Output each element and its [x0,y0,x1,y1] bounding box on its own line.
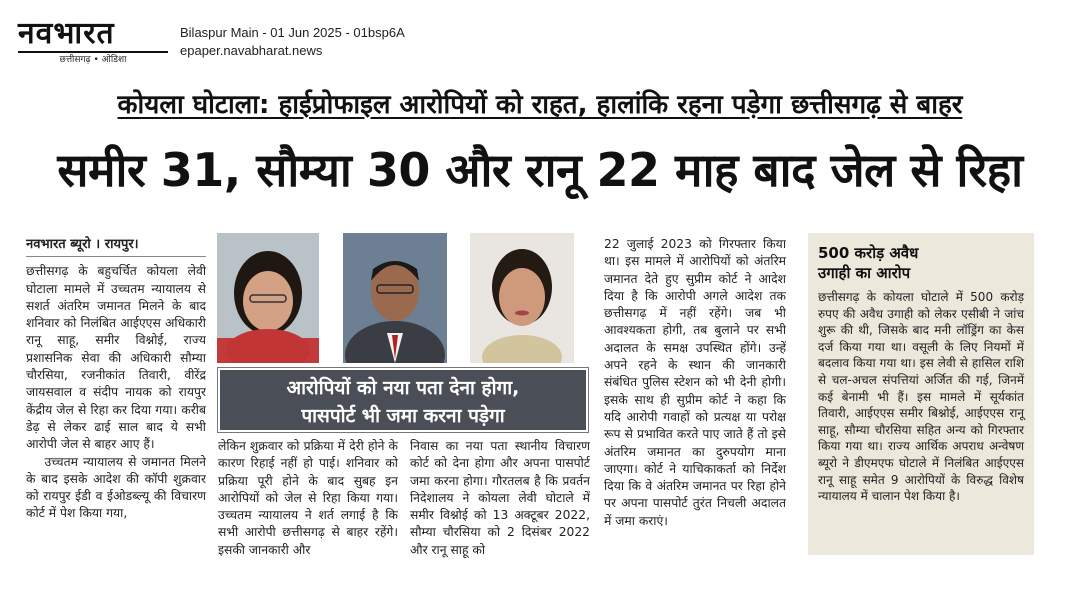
logo-rule [18,51,168,53]
sidebar-box [808,233,1034,555]
sidebar-body: छत्तीसगढ़ के कोयला घोटाले में 500 करोड़ रुपए की अवैध उगाही को लेकर एसीबी ने जांच शुरू की थी, जिसके बाद मनी लॉड्रिंग का केस दर्ज किया गया था। वसूली के लिए नियमों में बदलाव किया गया था। इस लेवी से हासिल राशि से चल-अचल संपत्तियां अर्जित की गई, जिनमें कई बेनामी भी हैं। इस मामले में सूर्यकांत तिवारी, आईएएस समीर बिश्नोई, आईएएस रानू साहू, सौम्या चौरसिया सहित अन्य को गिरफ्तार किया गया था। राज्य आर्थिक अपराध अन्वेषण ब्यूरो ने डीएमएफ घोटाले में निलंबित आईएएस रानू साहू समेत 9 आरोपियों के विरुद्ध विशेष न्यायालय में चालान पेश किया है। [818,290,1024,504]
article-column-1 [26,236,206,576]
callout-line-1: आरोपियों को नया पता देना होगा, [286,377,520,399]
edition-date: Bilaspur Main - 01 Jun 2025 - 01bsp6A [180,25,405,40]
article-column-4 [604,236,786,572]
byline: नवभारत ब्यूरो । रायपुर। [26,236,206,257]
edition-info [180,24,405,60]
callout-box [218,368,588,432]
callout-line-2: पासपोर्ट भी जमा करना पड़ेगा [301,405,505,427]
newspaper-logo [18,18,168,70]
paragraph: 22 जुलाई 2023 को गिरफ्तार किया था। इस मामले में आरोपियों को अंतरिम जमानत देते हुए सुप्रीम कोर्ट ने आदेश दिया है कि आरोपी अगले आदेश तक छत्तीसगढ़ में नहीं रहेंगे। जब भी आवश्यकता होगी, तब बुलाने पर सभी अदालत के समक्ष उपस्थित होंगे। उन्हें अपने रहने के स्थान की जानकारी संबंधित पुलिस स्टेशन को भी देनी होगी। इसके साथ ही सुप्रीम कोर्ट ने कहा कि यदि आरोपी गवाहों को प्रत्यक्ष या परोक्ष रूप से प्रभावित करते पाए जाते हैं तो इसे अंतरिम जमानत का दुरुपयोग माना जाएगा। कोर्ट ने याचिकाकर्ता को निर्देश दिया कि वे अंतरिम जमानत पर रिहा होने पर अपना पासपोर्ट तुरंत निचली अदालत में जमा कराएं। [604,237,786,528]
paragraph: निवास का नया पता स्थानीय विचारण कोर्ट को देना होगा और अपना पासपोर्ट जमा करना होगा। गौरतलब है कि प्रवर्तन निदेशालय ने कोयला लेवी घोटाले में समीर विश्नोई को 13 अक्टूबर 2022, सौम्या चौरसिया को 2 दिसंबर 2022 और रानू साहू को [410,439,590,557]
photo-accused-3 [470,233,574,363]
article-column-3 [410,438,590,572]
photo-accused-1 [217,233,319,363]
paragraph: लेकिन शुक्रवार को प्रक्रिया में देरी होने के कारण रिहाई नहीं हो पाई। शनिवार को प्रक्रिया पूरी होने के बाद सुबह इन आरोपियों को जेल से रिहा किया गया। उच्चतम न्यायालय ने शर्त लगाई है कि सभी आरोपी छत्तीसगढ़ से बाहर रहेंगे। इसकी जानकारी और [218,439,398,557]
paragraph: छत्तीसगढ़ के बहुचर्चित कोयला लेवी घोटाला मामले में उच्चतम न्यायालय से सशर्त अंतरिम जमानत मिलने के बाद शनिवार को निलंबित आईएएस अधिकारी रानू साहू, समीर विश्नोई, राज्य प्रशासनिक सेवा की अधिकारी सौम्या चौरसिया, रजनीकांत तिवारी, वीरेंद्र जायसवाल व संदीप नायक को रायपुर केंद्रीय जेल से रिहा कर दिया गया। करीब डेढ़ से लेकर ढाई साल बाद ये सभी आरोपी जेल से बाहर आए हैं। [26,264,206,452]
sidebar-title [818,243,1024,283]
article-headline: समीर 31, सौम्या 30 और रानू 22 माह बाद जेल से रिहा [57,143,1023,197]
logo-wordmark: नवभारत [18,16,115,51]
sidebar-title-line-1: 500 करोड़ अवैध [818,244,919,262]
logo-subtitle: छत्तीसगढ़ • ओडिशा [59,55,127,65]
photo-accused-2 [343,233,447,363]
sidebar-title-line-2: उगाही का आरोप [818,264,911,282]
article-column-2 [218,438,398,572]
epaper-url: epaper.navabharat.news [180,43,323,58]
paragraph: उच्चतम न्यायालय से जमानत मिलने के बाद इसके आदेश की कॉपी शुक्रवार को रायपुर ईडी व ईओडब्ल्यू की विचारण कोर्ट में पेश किया गया, [26,454,206,521]
article-kicker: कोयला घोटाला: हाईप्रोफाइल आरोपियों को राहत, हालांकि रहना पड़ेगा छत्तीसगढ़ से बाहर [117,90,963,120]
